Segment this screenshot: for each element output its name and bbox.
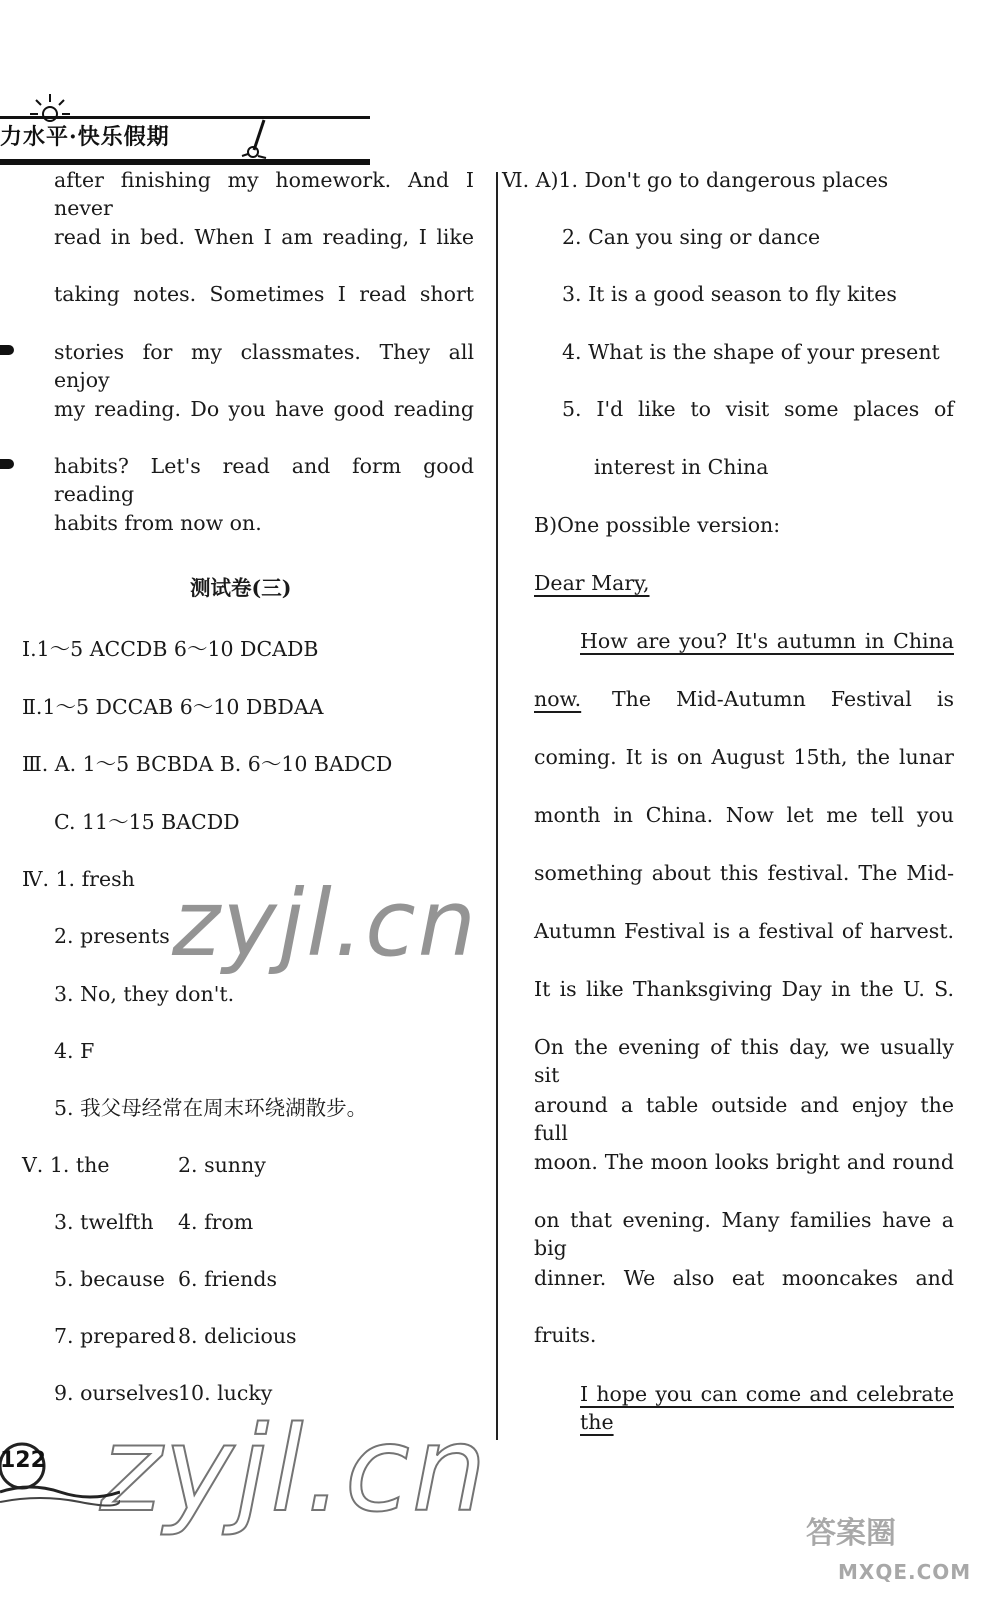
margin-mark (0, 459, 14, 469)
letter-line: on that evening. Many families have a big (534, 1208, 954, 1260)
answer-row: interest in China (594, 455, 769, 479)
letter-greeting: Dear Mary, (534, 571, 650, 595)
answer-row: 4. What is the shape of your present (562, 340, 940, 364)
letter-line: How are you? It's autumn in China (580, 629, 954, 653)
answer-row: 4. from (178, 1210, 254, 1234)
header-title: 力水平·快乐假期 (0, 124, 170, 150)
version-label: B)One possible version: (534, 513, 781, 537)
answer-row: 7. prepared (54, 1324, 176, 1348)
letter-line: The Mid-Autumn Festival is (612, 687, 954, 711)
para-line: habits from now on. (54, 511, 262, 535)
letter-line: Autumn Festival is a festival of harvest. (534, 919, 954, 943)
answer-row: 2. Can you sing or dance (562, 225, 821, 249)
watermark: zyjl.cn (172, 870, 478, 977)
answer-row: 3. No, they don't. (54, 982, 235, 1006)
column-divider (496, 172, 498, 1440)
page-number: 122 (0, 1448, 46, 1473)
answer-row: Ⅱ.1～5 DCCAB 6～10 DBDAA (22, 695, 324, 719)
letter-line: around a table outside and enjoy the full (534, 1093, 954, 1145)
answer-row: 3. It is a good season to fly kites (562, 282, 897, 306)
answer-row: 10. lucky (178, 1381, 273, 1405)
section-title: 测试卷(三) (190, 576, 292, 600)
letter-line: moon. The moon looks bright and round (534, 1150, 954, 1174)
corner-url: MXQE.COM (838, 1560, 972, 1584)
para-line: read in bed. When I am reading, I like (54, 225, 474, 249)
answer-row: Ⅳ. 1. fresh (22, 867, 135, 891)
answer-row: 6. friends (178, 1267, 277, 1291)
letter-line: now. (534, 687, 582, 711)
answer-row: Ⅵ. A)1. Don't go to dangerous places (502, 168, 889, 192)
answer-row: 9. ourselves (54, 1381, 179, 1405)
answer-row: 2. sunny (178, 1153, 266, 1177)
letter-line: something about this festival. The Mid- (534, 861, 954, 885)
para-line: taking notes. Sometimes I read short (54, 282, 474, 306)
answer-row: Ⅰ.1～5 ACCDB 6～10 DCADB (22, 637, 319, 661)
para-line: my reading. Do you have good reading (54, 397, 474, 421)
letter-line: I hope you can come and celebrate the (580, 1382, 954, 1434)
letter-line: fruits. (534, 1323, 597, 1347)
answer-row: 2. presents (54, 924, 170, 948)
letter-line: dinner. We also eat mooncakes and (534, 1266, 954, 1290)
letter-line: month in China. Now let me tell you (534, 803, 954, 827)
watermark: zyjl.cn (100, 1400, 489, 1538)
answer-row: 5. because (54, 1267, 165, 1291)
answer-row: 5. 我父母经常在周末环绕湖散步。 (54, 1096, 368, 1120)
letter-line: coming. It is on August 15th, the lunar (534, 745, 954, 769)
corner-logo: 答案圈 (806, 1516, 896, 1551)
answer-row: C. 11～15 BACDD (54, 810, 240, 834)
para-line: habits? Let's read and form good reading (54, 454, 474, 506)
answer-row: 5. I'd like to visit some places of (562, 397, 954, 421)
answer-row: Ⅴ. 1. the (22, 1153, 110, 1177)
para-line: stories for my classmates. They all enjoy (54, 340, 474, 392)
answer-row: Ⅲ. A. 1～5 BCBDA B. 6～10 BADCD (22, 752, 393, 776)
letter-line: It is like Thanksgiving Day in the U. S. (534, 977, 954, 1001)
para-line: after finishing my homework. And I never (54, 168, 474, 220)
letter-line: On the evening of this day, we usually sit (534, 1035, 954, 1087)
answer-row: 4. F (54, 1039, 95, 1063)
pen-icon (238, 118, 272, 164)
answer-row: 8. delicious (178, 1324, 297, 1348)
answer-row: 3. twelfth (54, 1210, 154, 1234)
margin-mark (0, 345, 14, 355)
